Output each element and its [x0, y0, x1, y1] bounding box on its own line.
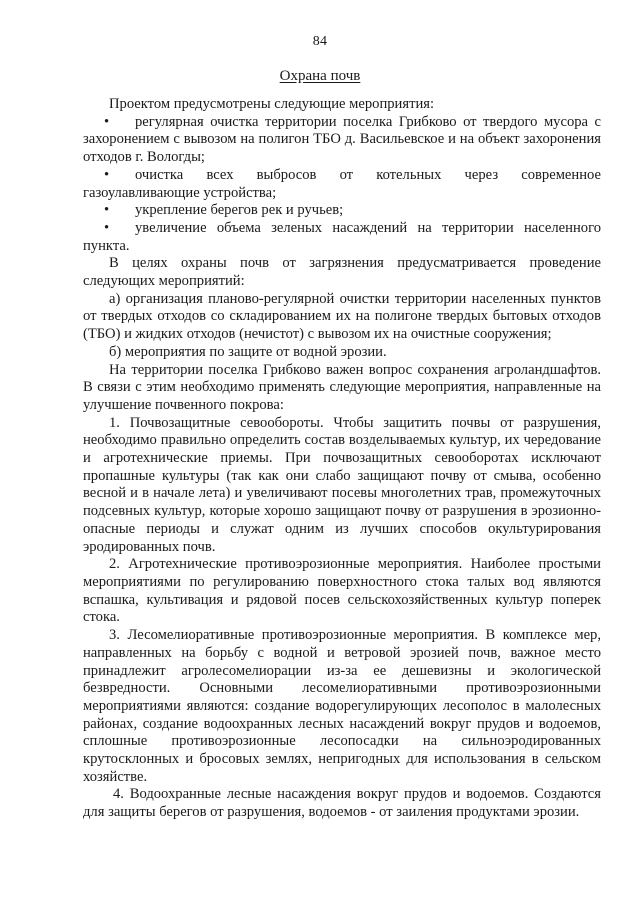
- paragraph-text: Проектом предусмотрены следующие мероприятия:: [109, 96, 435, 112]
- paragraph-numbered-3: [83, 627, 601, 786]
- paragraph-item-b: [83, 344, 601, 362]
- paragraph-text: 3. Лесомелиоративные противоэрозионные мероприятия. В комплексе мер, направленных на борьбу с водной и ветровой эрозией почв, важное место принадлежит агролесомелиорации из-за ее дешевизны и экологической безвредности. Основными лесомелиоративными противоэрозионными мероприятиями являются: создание водорегулирующих лесополос в малолесных районах, создание водоохранных лесных насаждений вокруг прудов и водоемов, сплошные противоэрозионные лесопосадки на сильноэродированных крутосклонных и бросовых землях, непригодных для использования в сельском хозяйстве.: [83, 627, 601, 785]
- paragraph-item-a: [83, 291, 601, 344]
- paragraph-text: На территории поселка Грибково важен вопрос сохранения агроландшафтов. В связи с этим необходимо применять следующие мероприятия, направленные на улучшение почвенного покрова:: [83, 361, 601, 413]
- paragraph-text: 1. Почвозащитные севообороты. Чтобы защитить почвы от разрушения, необходимо правильно определить состав возделываемых культур, их чередование и агротехнические приемы. При почвозащитных севооборотах исключают пропашные культуры (так как они слабо защищают почву от смыва, особенно весной и в начале лета) и увеличивают посевы многолетних трав, промежуточных подсевных культур, которые хорошо защищают почву от разрушения в эрозионно-опасные периоды и служат одним из лучших способов окультурирования эродированных почв.: [83, 414, 601, 555]
- bullet-text: укрепление берегов рек и ручьев;: [135, 202, 344, 219]
- bullet-text: увеличение объема зеленых насаждений на территории населенного пункта.: [83, 219, 601, 254]
- document-body: [83, 96, 601, 822]
- bullet-item: [83, 167, 601, 202]
- bullet-text: регулярная очистка территории поселка Грибково от твердого мусора с захоронением с вывозом на полигон ТБО д. Васильевское и на объект захоронения отходов г. Вологды;: [83, 113, 601, 166]
- page-number: 84: [312, 34, 328, 49]
- paragraph-text: 2. Агротехнические противоэрозионные мероприятия. Наиболее простыми мероприятиями по регулированию поверхностного стока талых вод являются вспашка, культивация и рядовой посев сельскохозяйственных культур поперек стока.: [83, 556, 601, 626]
- paragraph-text: В целях охраны почв от загрязнения предусматривается проведение следующих мероприятий:: [83, 255, 601, 290]
- bullet-item: [83, 220, 601, 255]
- paragraph-numbered-1: [83, 415, 601, 557]
- paragraph: [83, 362, 601, 415]
- section-title: Охрана почв: [279, 68, 361, 84]
- paragraph-text: 4. Водоохранные лесные насаждения вокруг прудов и водоемов. Создаются для защиты берегов от разрушения, водоемов - от заиления продуктами эрозии.: [83, 786, 601, 821]
- bullet-item: [83, 202, 601, 220]
- paragraph-numbered-2: [83, 556, 601, 627]
- bullet-icon: •: [104, 113, 110, 130]
- paragraph-text: б) мероприятия по защите от водной эрозии.: [109, 343, 387, 360]
- bullet-icon: •: [104, 219, 110, 236]
- paragraph-intro: [83, 96, 601, 114]
- paragraph-numbered-4: [83, 786, 601, 821]
- bullet-text: очистка всех выбросов от котельных через современное газоулавливающие устройства;: [83, 166, 601, 201]
- bullet-icon: •: [104, 166, 110, 183]
- bullet-item: [83, 114, 601, 167]
- paragraph-text: а) организация планово-регулярной очистки территории населенных пунктов от твердых отходов со складированием их на полигоне твердых бытовых отходов (ТБО) и жидких отходов (нечистот) с вывозом их на очистные сооружения;: [83, 290, 601, 343]
- bullet-icon: •: [104, 202, 110, 219]
- paragraph: [83, 255, 601, 290]
